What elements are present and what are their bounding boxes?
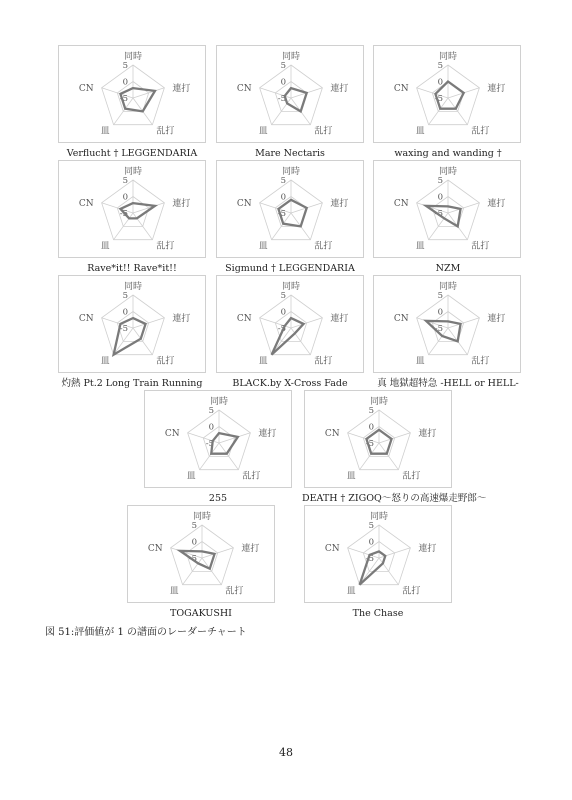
tick-label: 5 xyxy=(122,176,128,186)
radar-svg xyxy=(59,46,207,144)
chart-title: The Chase xyxy=(352,608,404,619)
axis-label: CN xyxy=(147,543,163,554)
tick-label: 0 xyxy=(437,77,443,88)
axis-label: 皿 xyxy=(415,126,425,137)
axis-label: 連打 xyxy=(487,198,506,209)
radar-svg xyxy=(374,276,522,374)
tick-label: -5 xyxy=(119,324,128,334)
axis-label: 乱打 xyxy=(402,586,421,597)
axis-label: 同時 xyxy=(281,52,301,62)
tick-label: 5 xyxy=(368,406,374,416)
tick-label: -5 xyxy=(434,209,443,219)
tick-label: -5 xyxy=(277,209,286,219)
tick-label: 5 xyxy=(437,176,443,186)
axis-label: CN xyxy=(236,198,252,209)
axis-label: 乱打 xyxy=(314,126,333,137)
radar-chart xyxy=(373,275,521,373)
radar-svg xyxy=(59,161,207,259)
tick-label: 5 xyxy=(208,406,214,416)
axis-label: 皿 xyxy=(258,241,268,252)
tick-label: -5 xyxy=(188,554,197,564)
radar-chart xyxy=(304,505,452,603)
tick-label: 0 xyxy=(208,422,214,433)
axis-label: 同時 xyxy=(281,167,301,177)
axis-label: CN xyxy=(164,428,180,439)
axis-label: 乱打 xyxy=(471,241,490,252)
radar-chart xyxy=(304,390,452,488)
tick-label: 0 xyxy=(280,307,286,318)
tick-label: 5 xyxy=(122,291,128,301)
radar-svg xyxy=(217,276,365,374)
axis-label: CN xyxy=(393,313,409,324)
tick-label: 0 xyxy=(368,537,374,548)
spoke-line xyxy=(379,548,410,558)
chart-title: Mare Nectaris xyxy=(255,148,325,159)
axis-label: CN xyxy=(393,83,409,94)
radar-svg xyxy=(128,506,276,604)
chart-title: 255 xyxy=(208,493,228,504)
chart-title: 灼熱 Pt.2 Long Train Running xyxy=(61,378,203,389)
radar-chart xyxy=(127,505,275,603)
axis-label: 連打 xyxy=(172,198,191,209)
axis-label: 乱打 xyxy=(402,471,421,482)
axis-label: 皿 xyxy=(258,126,268,137)
radar-svg xyxy=(145,391,293,489)
tick-label: -5 xyxy=(434,324,443,334)
data-series-polygon xyxy=(285,88,307,111)
radar-svg xyxy=(374,46,522,144)
axis-label: CN xyxy=(324,428,340,439)
axis-label: 皿 xyxy=(346,586,356,597)
tick-label: 0 xyxy=(122,307,128,318)
tick-label: 0 xyxy=(437,192,443,203)
chart-title: Sigmund † LEGGENDARIA xyxy=(225,263,355,274)
axis-label: 乱打 xyxy=(156,126,175,137)
radar-svg xyxy=(305,506,453,604)
figure-caption: 図 51:評価値が 1 の譜面のレーダーチャート xyxy=(45,627,247,638)
axis-label: 皿 xyxy=(346,471,356,482)
axis-label: 連打 xyxy=(330,83,349,94)
radar-svg xyxy=(217,46,365,144)
axis-label: CN xyxy=(78,198,94,209)
axis-label: CN xyxy=(236,313,252,324)
axis-label: 連打 xyxy=(330,313,349,324)
radar-svg xyxy=(374,161,522,259)
axis-label: 乱打 xyxy=(314,356,333,367)
tick-label: 0 xyxy=(280,192,286,203)
tick-label: 0 xyxy=(437,307,443,318)
axis-label: 同時 xyxy=(438,167,458,177)
tick-label: 5 xyxy=(368,521,374,531)
tick-label: -5 xyxy=(119,94,128,104)
axis-label: 皿 xyxy=(186,471,196,482)
axis-label: 同時 xyxy=(369,397,389,407)
tick-label: 5 xyxy=(191,521,197,531)
axis-label: 連打 xyxy=(418,543,437,554)
axis-label: 乱打 xyxy=(156,241,175,252)
radar-chart xyxy=(58,45,206,143)
axis-label: CN xyxy=(236,83,252,94)
axis-label: 同時 xyxy=(123,52,143,62)
tick-label: 0 xyxy=(368,422,374,433)
axis-label: 乱打 xyxy=(242,471,261,482)
tick-label: -5 xyxy=(434,94,443,104)
chart-title: TOGAKUSHI xyxy=(170,608,232,619)
axis-label: 同時 xyxy=(123,167,143,177)
radar-chart xyxy=(58,160,206,258)
radar-chart xyxy=(373,45,521,143)
tick-label: 5 xyxy=(122,61,128,71)
radar-svg xyxy=(217,161,365,259)
axis-label: 皿 xyxy=(100,241,110,252)
radar-chart xyxy=(144,390,292,488)
tick-label: 0 xyxy=(122,192,128,203)
axis-label: CN xyxy=(324,543,340,554)
tick-label: 5 xyxy=(280,61,286,71)
axis-label: 連打 xyxy=(258,428,277,439)
axis-label: 連打 xyxy=(172,313,191,324)
axis-label: 連打 xyxy=(330,198,349,209)
axis-label: 連打 xyxy=(487,83,506,94)
tick-label: -5 xyxy=(277,324,286,334)
axis-label: 皿 xyxy=(415,356,425,367)
axis-label: 皿 xyxy=(258,356,268,367)
axis-label: 連打 xyxy=(241,543,260,554)
axis-label: 同時 xyxy=(192,512,212,522)
axis-label: CN xyxy=(393,198,409,209)
axis-label: 連打 xyxy=(418,428,437,439)
radar-chart xyxy=(216,275,364,373)
tick-label: 5 xyxy=(280,291,286,301)
axis-label: 乱打 xyxy=(471,356,490,367)
tick-label: 5 xyxy=(280,176,286,186)
axis-label: 同時 xyxy=(209,397,229,407)
chart-title: 真 地獄超特急 -HELL or HELL- xyxy=(377,378,519,389)
spoke-line xyxy=(417,88,448,98)
axis-label: 連打 xyxy=(172,83,191,94)
axis-label: 同時 xyxy=(438,52,458,62)
axis-label: 乱打 xyxy=(225,586,244,597)
axis-label: 乱打 xyxy=(156,356,175,367)
radar-chart xyxy=(373,160,521,258)
page-number: 48 xyxy=(279,746,293,759)
axis-label: 同時 xyxy=(438,282,458,292)
radar-svg xyxy=(305,391,453,489)
tick-label: 0 xyxy=(122,77,128,88)
radar-chart xyxy=(216,45,364,143)
chart-title: BLACK.by X-Cross Fade xyxy=(232,378,348,389)
axis-label: 乱打 xyxy=(314,241,333,252)
axis-label: 皿 xyxy=(169,586,179,597)
tick-label: -5 xyxy=(277,94,286,104)
tick-label: 5 xyxy=(437,291,443,301)
tick-label: -5 xyxy=(365,554,374,564)
chart-title: DEATH † ZIGOQ～怒りの高速爆走野郎～ xyxy=(302,493,487,504)
radar-chart xyxy=(58,275,206,373)
radar-svg xyxy=(59,276,207,374)
tick-label: 5 xyxy=(437,61,443,71)
axis-label: 皿 xyxy=(100,126,110,137)
chart-title: Verflucht † LEGGENDARIA xyxy=(66,148,198,159)
chart-title: NZM xyxy=(435,263,461,274)
axis-label: CN xyxy=(78,83,94,94)
axis-label: 同時 xyxy=(369,512,389,522)
tick-label: 0 xyxy=(191,537,197,548)
axis-label: CN xyxy=(78,313,94,324)
axis-label: 同時 xyxy=(123,282,143,292)
data-series-polygon xyxy=(180,551,215,569)
tick-label: -5 xyxy=(119,209,128,219)
tick-label: -5 xyxy=(365,439,374,449)
axis-label: 同時 xyxy=(281,282,301,292)
axis-label: 乱打 xyxy=(471,126,490,137)
tick-label: 0 xyxy=(280,77,286,88)
radar-chart xyxy=(216,160,364,258)
chart-title: Rave*it!! Rave*it!! xyxy=(87,263,177,274)
axis-label: 皿 xyxy=(100,356,110,367)
axis-label: 連打 xyxy=(487,313,506,324)
axis-label: 皿 xyxy=(415,241,425,252)
tick-label: -5 xyxy=(205,439,214,449)
chart-title: waxing and wanding † xyxy=(394,148,502,159)
